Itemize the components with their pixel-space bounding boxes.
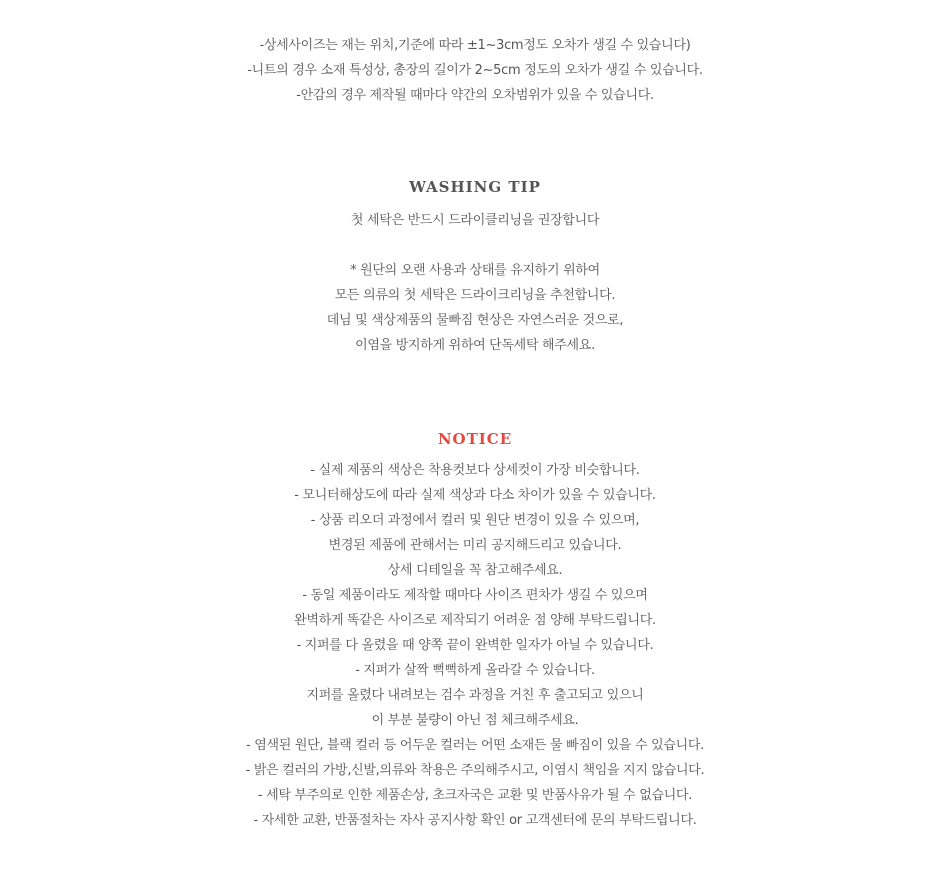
notice-line: - 자세한 교환, 반품절차는 자사 공지사항 확인 or 고객센터에 문의 부탁드립니다. xyxy=(253,813,697,828)
notice-line: - 상품 리오더 과정에서 컬러 및 원단 변경이 있을 수 있으며, xyxy=(310,513,640,528)
notice-line: 이 부분 불량이 아닌 점 체크해주세요. xyxy=(371,713,579,728)
notice-line: - 염색된 원단, 블랙 컬러 등 어두운 컬러는 어떤 소재든 물 빠짐이 있을 수 있습니다. xyxy=(246,738,704,753)
notice-line: 완벽하게 똑같은 사이즈로 제작되기 어려운 점 양해 부탁드립니다. xyxy=(294,613,656,628)
notice-line: - 지퍼가 살짝 뻑뻑하게 올라갈 수 있습니다. xyxy=(355,663,595,678)
notice-line: - 밝은 컬러의 가방,신발,의류와 착용은 주의해주시고, 이염시 책임을 지지 않습니다. xyxy=(245,763,705,778)
notice-line: - 동일 제품이라도 제작할 때마다 사이즈 편차가 생길 수 있으며 xyxy=(302,588,648,603)
notice-line: 변경된 제품에 관해서는 미리 공지해드리고 있습니다. xyxy=(328,538,622,553)
notice-line: - 지퍼를 다 올렸을 때 양쪽 끝이 완벽한 일자가 아닐 수 있습니다. xyxy=(296,638,654,653)
notice-body xyxy=(0,458,950,833)
size-notes xyxy=(0,33,950,108)
notice-line: - 모니터해상도에 따라 실제 색상과 다소 차이가 있을 수 있습니다. xyxy=(294,488,656,503)
washing-tip-lead: 첫 세탁은 반드시 드라이클리닝을 권장합니다 xyxy=(350,213,600,228)
size-note-line: -상세사이즈는 재는 위치,기준에 따라 ±1~3cm정도 오차가 생길 수 있습니다) xyxy=(259,38,691,53)
size-note-line: -안감의 경우 제작될 때마다 약간의 오차범위가 있을 수 있습니다. xyxy=(296,88,654,103)
washing-tip-title: WASHING TIP xyxy=(409,178,541,196)
notice-line: 지퍼를 올렸다 내려보는 검수 과정을 거친 후 출고되고 있으니 xyxy=(306,688,644,703)
notice-line: - 세탁 부주의로 인한 제품손상, 초크자국은 교환 및 반품사유가 될 수 없습니다. xyxy=(257,788,693,803)
washing-tip-line: 데님 및 색상제품의 물빠짐 현상은 자연스러운 것으로, xyxy=(326,313,624,328)
notice-title: NOTICE xyxy=(437,430,513,448)
notice-line: 상세 디테일을 꼭 참고해주세요. xyxy=(387,563,563,578)
size-note-line: -니트의 경우 소재 특성상, 총장의 길이가 2~5cm 정도의 오차가 생길 수 있습니다. xyxy=(247,63,703,78)
notice-line: - 실제 제품의 색상은 착용컷보다 상세컷이 가장 비슷합니다. xyxy=(310,463,640,478)
notice-section xyxy=(0,429,950,449)
washing-tip-body xyxy=(0,258,950,358)
washing-tip-line: * 원단의 오랜 사용과 상태를 유지하기 위하여 xyxy=(350,263,600,278)
washing-tip-line: 이염을 방지하게 위하여 단독세탁 해주세요. xyxy=(355,338,595,353)
washing-tip-line: 모든 의류의 첫 세탁은 드라이크리닝을 추천합니다. xyxy=(334,288,616,303)
washing-tip-lead-block xyxy=(0,208,950,233)
washing-tip-section xyxy=(0,177,950,197)
